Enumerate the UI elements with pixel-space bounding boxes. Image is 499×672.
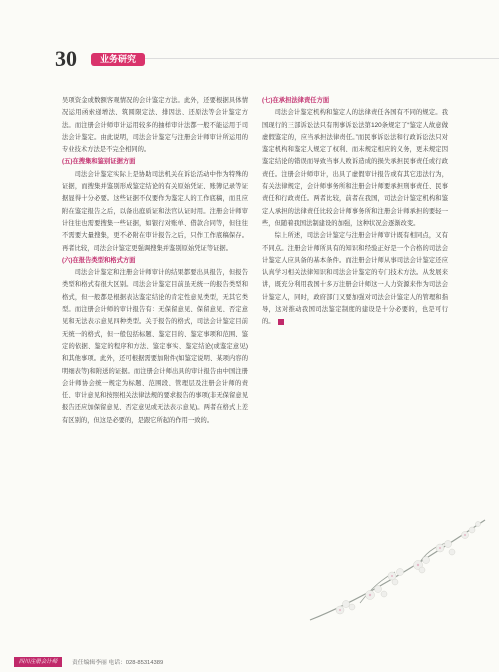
flower-decoration-image (300, 500, 490, 640)
paragraph: 司法会计鉴定和注册会计师审计的结果都要出具报告，但报告类型和格式有很大区别。司法会计鉴定目前虽无统一的报告类型和格式，但一般都是根据表达鉴定结论的肯定性意见类型，无其它类型。而注册会计师的审计报告有：无保留意见、保留意见、否定意见和无法表示意见四种类型。关于报告的格式，司法会计鉴定目前无统一的格式，但一般包括标题、鉴定目的、鉴定事项和范围、鉴定的依据、鉴定的程序和方法、鉴定事实、鉴定结论(或鉴定意见)和其他事项。此外，还可根据需要加附件(如鉴定说明、某项内容的明细表等)和附送的证据。而注册会计师出具的审计报告由中国注册会计师协会统一规定为标题、范围段、管理层及注册会计师的责任、审计意见和按照相关法律法规的要求报告的事项(非无保留意见报告还应加保留意见、否定意见或无法表示意见)。两者在格式上差有区别的，但这是必要的，是跟它所起的作用一致的。 (62, 269, 248, 424)
page-header (55, 48, 475, 70)
page-footer (0, 652, 499, 672)
section-rubric: 业务研究 (91, 53, 145, 66)
left-column (62, 95, 248, 427)
paragraph: 司法会计鉴定机构和鉴定人的法律责任各国有不同的规定。我国现行的三部诉讼法只有刑事诉讼法第120条规定了“鉴定人故意做虚假鉴定的，应当承担法律责任。”而民事诉讼法和行政诉讼法只对鉴定机构和鉴定人规定了权利、而未规定相应的义务，更未规定因鉴定结论的错误而导致当事人败诉造成的损失承担民事责任或行政责任。注册会计师审计，出具了虚假审计报告或有其它违法行为，有关法律规定，会计师事务所和注册会计师要承担刑事责任、民事责任和行政责任。两者比较，前者在我国，司法会计鉴定机构和鉴定人承担的法律责任比较会计师事务所和注册会计师承担的要轻一些，但随着我国法制建设的加强，这种状况会逐渐改变。 (262, 109, 448, 227)
section-heading: (七)在承担法律责任方面 (262, 97, 330, 104)
paragraph (262, 230, 448, 328)
magazine-name-band: 四川注册会计师 (14, 657, 62, 667)
section-heading: (五)在搜集和鉴别证据方面 (62, 158, 136, 166)
right-column (262, 95, 448, 329)
editor-info: 责任编辑李丽 电话：028-85314389 (72, 660, 164, 666)
paragraph-text: 综上所述，司法会计鉴定与注册会计师审计既有相同点，又有不同点。注册会计师所具有的知识和经验正好是一个合格的司法会计鉴定人应具备的基本条件。而注册会计师从事司法会计鉴定还应认真学习相关法律知识和司法会计鉴定的专门技术方法。从发展来讲，既充分利用我国十多万注册会计师这一人力资源来作为司法会计鉴定人，同时，政府部门又要加强对司法会计鉴定人的管理和指导，这对推动我国司法鉴定制度的建设是十分必要的，也是可行的。 (262, 232, 448, 326)
paragraph: 司法会计鉴定实际上是协助司法机关在诉讼活动中作为特殊的证据，而搜集并鉴别形成鉴定结论的有关原始凭证、账簿记录等证据显得十分必要。这些证据不仅要作为鉴定人的工作底稿，而且应附在鉴定报告之后，以备出庭质证和法官认证时用。注册会计师审计往往也需要搜集一些证据，如银行对账单、借款合同等，但往往不需要大量搜集，更不必附在审计报告之后，只作工作底稿保存。再者比较，司法会计鉴定更强调搜集并鉴别原始凭证等证据。 (62, 170, 248, 252)
section-heading: (六)在报告类型和格式方面 (62, 256, 136, 264)
article-end-mark (278, 319, 284, 325)
paragraph: 吴项资金或数额客观情况的会计鉴定方法。此外，还要根据具体情况运用函索递增法、筑圆限定法、排因法、还原法等会计鉴定方法。而注册会计师审计运用较多的抽样审计法都一般不能运用于司法会计鉴定。由此说明，司法会计鉴定与注册会计师审计所运用的专业技术方法是不完全相同的。 (62, 97, 248, 154)
page-number: 30 (55, 46, 77, 71)
header-divider (145, 58, 499, 59)
